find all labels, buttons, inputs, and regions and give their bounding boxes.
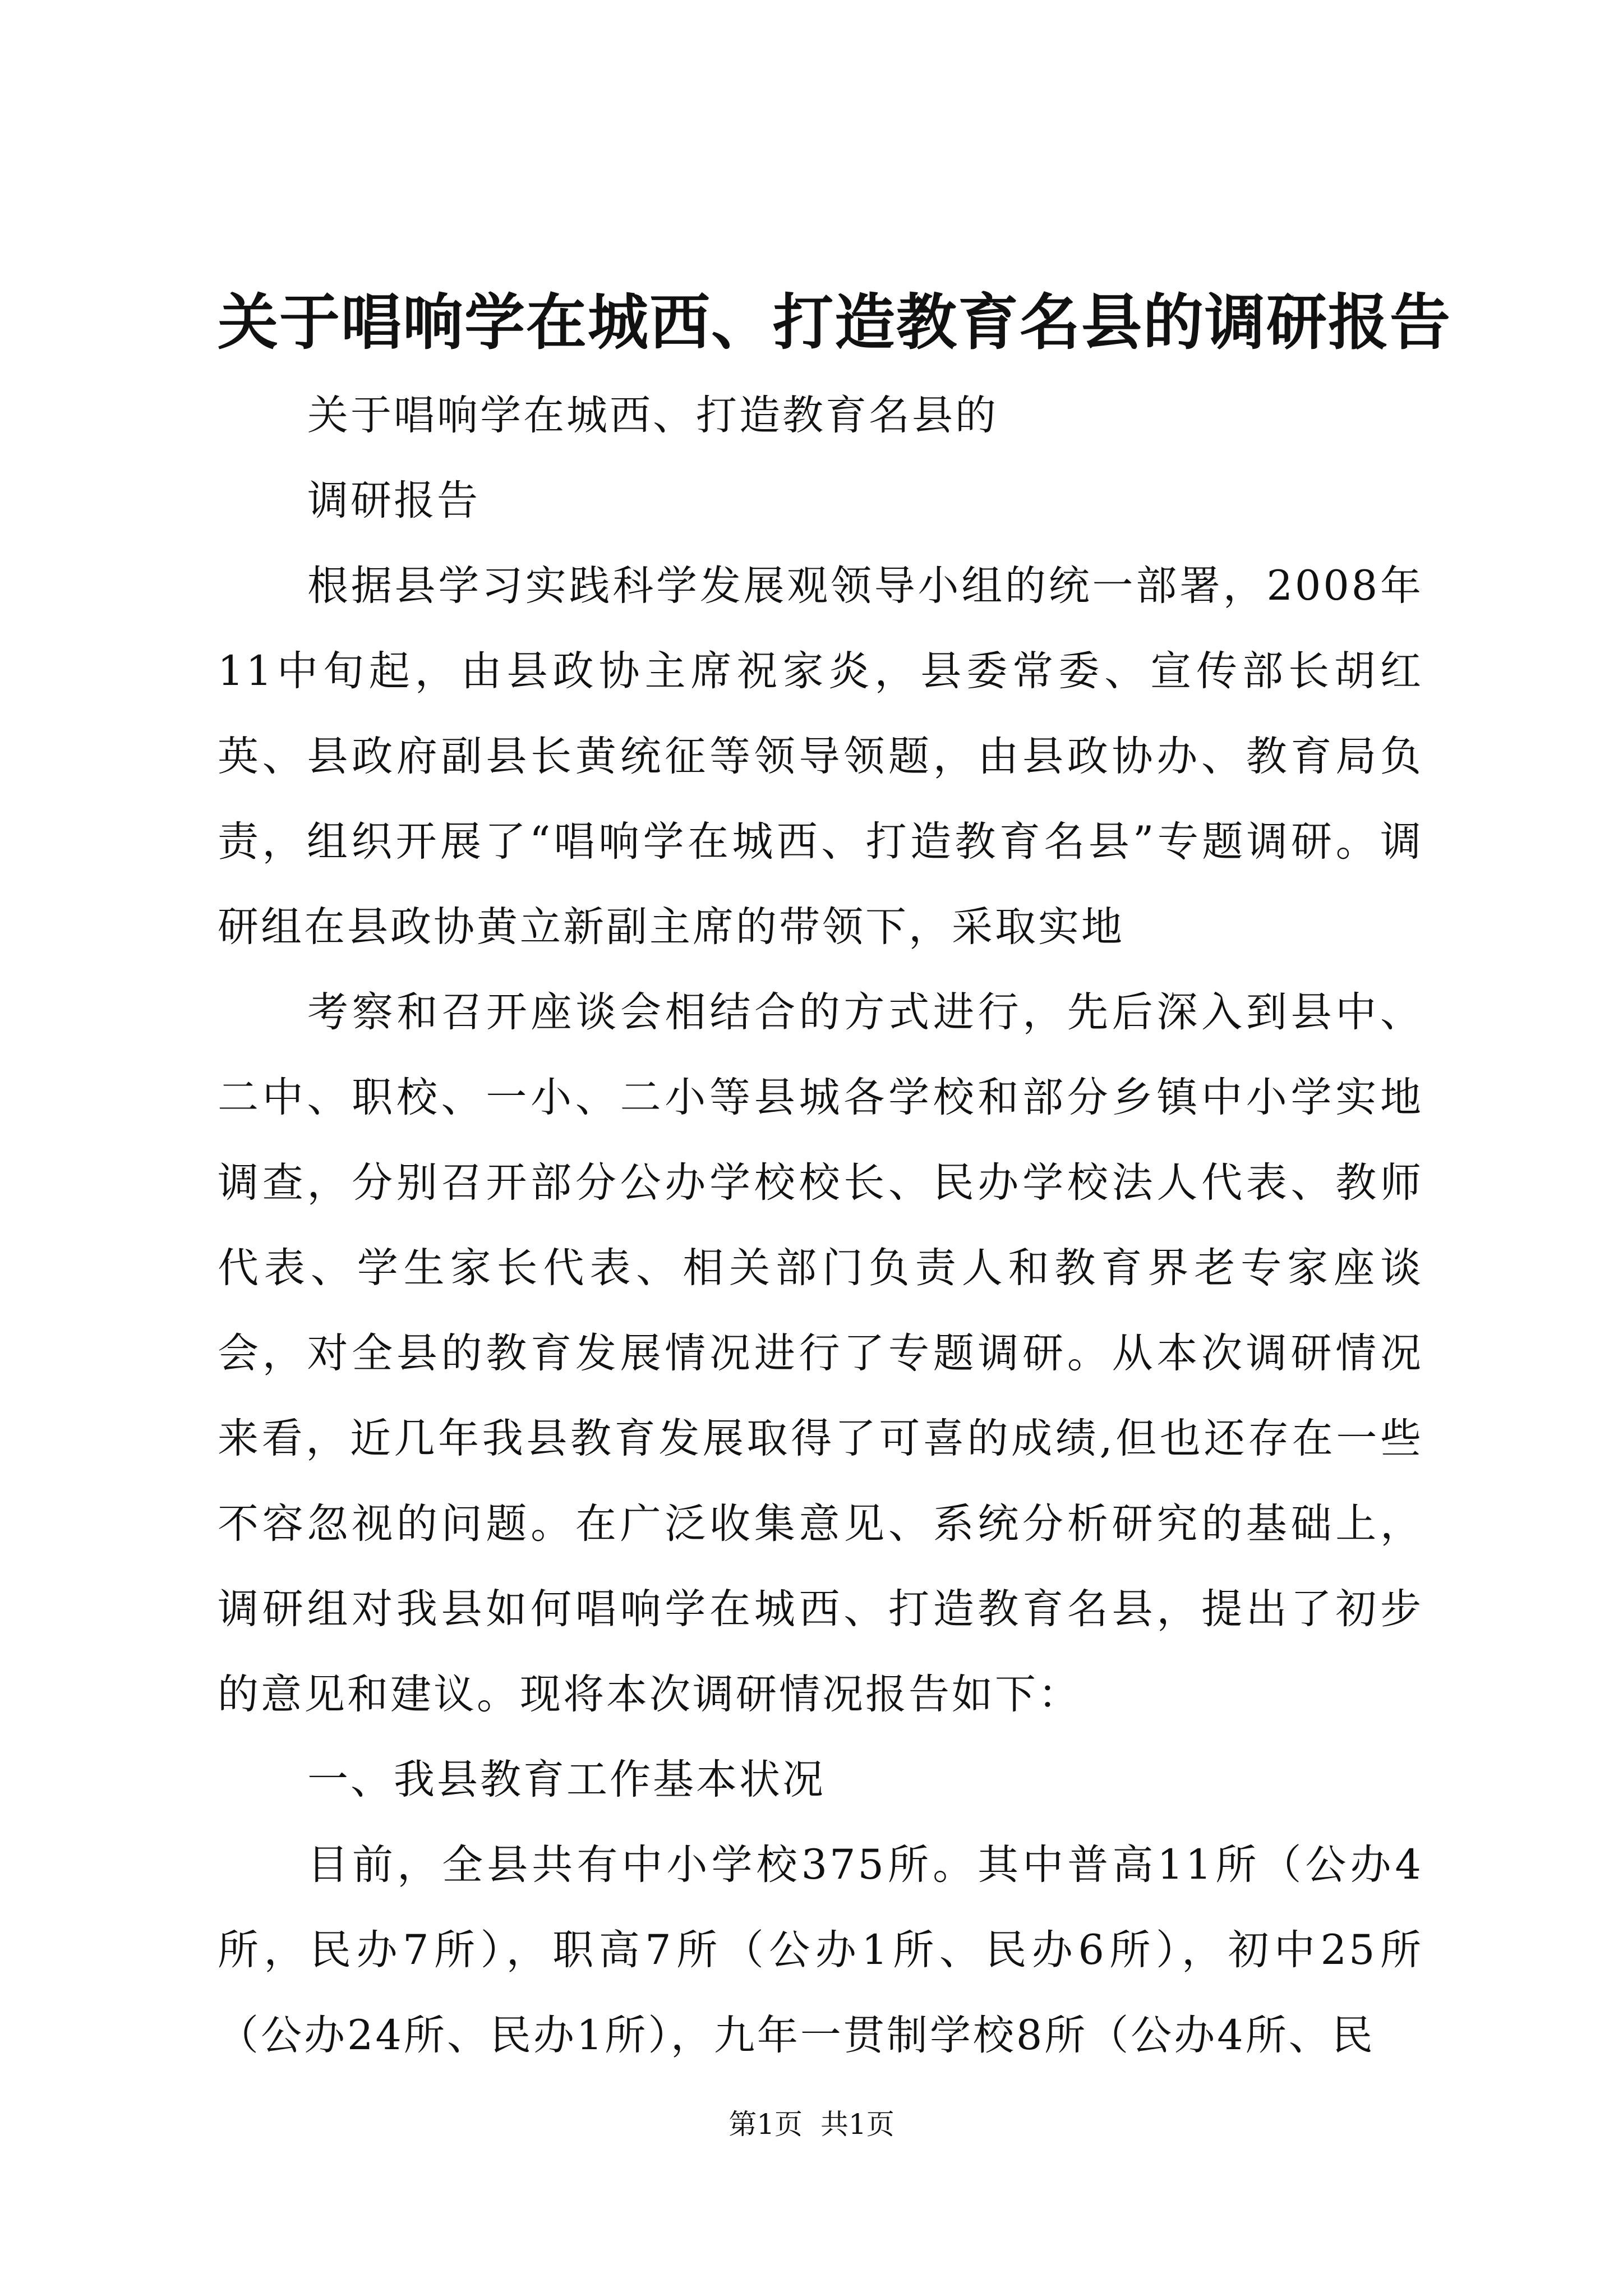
paragraph-method: 考察和召开座谈会相结合的方式进行，先后深入到县中、二中、职校、一小、二小等县城各学校和部分乡镇中小学实地调查，分别召开部分公办学校校长、民办学校法人代表、教师代表、学生家长代表、相关部门负责人和教育界老专家座谈会，对全县的教育发展情况进行了专题调研。从本次调研情况来看，近几年我县教育发展取得了可喜的成绩,但也还存在一些不容忽视的问题。在广泛收集意见、系统分析研究的基础上，调研组对我县如何唱响学在城西、打造教育名县，提出了初步的意见和建议。现将本次调研情况报告如下： <box>218 988 1423 1718</box>
document-title: 关于唱响学在城西、打造教育名县的调研报告 <box>218 287 1452 358</box>
paragraph-subtitle-line-1: 关于唱响学在城西、打造教育名县的 <box>307 392 998 439</box>
paragraph-school-stats: 目前，全县共有中小学校375所。其中普高11所（公办4所，民办7所），职高7所（公办1所、民办6所），初中25所（公办24所、民办1所），九年一贯制学校8所（公办4所、民 <box>218 1841 1423 2059</box>
paragraph-intro: 根据县学习实践科学发展观领导小组的统一部署，2008年11中旬起，由县政协主席祝家炎，县委常委、宣传部长胡红英、县政府副县长黄统征等领导领题，由县政协办、教育局负责，组织开展了“唱响学在城西、打造教育名县”专题调研。调研组在县政协黄立新副主席的带领下，采取实地 <box>218 562 1423 951</box>
page-number: 第1页 <box>728 2108 803 2141</box>
section-heading-1: 一、我县教育工作基本状况 <box>307 1756 826 1803</box>
page-footer <box>0 2105 1623 2144</box>
document-body <box>218 373 1423 2078</box>
paragraph-subtitle-line-2: 调研报告 <box>307 477 480 524</box>
page-total: 共1页 <box>820 2108 895 2141</box>
